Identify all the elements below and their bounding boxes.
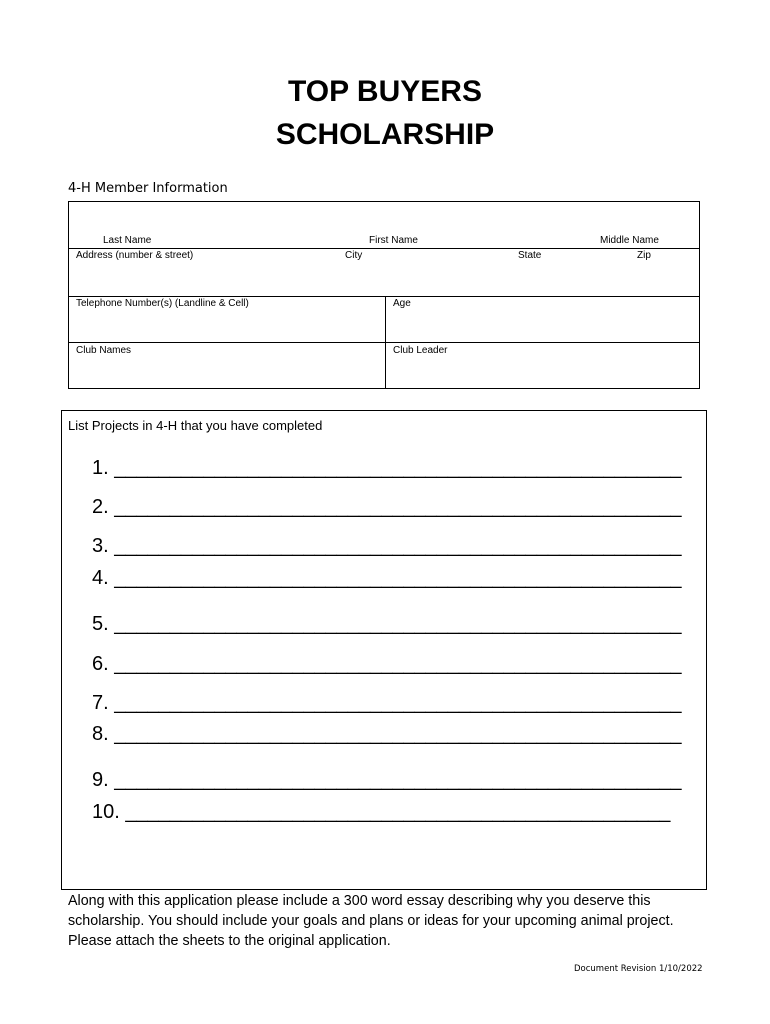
city-label: City bbox=[345, 250, 363, 261]
telephone-label: Telephone Number(s) (Landline & Cell) bbox=[76, 298, 249, 309]
project-line-5[interactable]: 5. ___________________________________________________ bbox=[92, 613, 682, 635]
projects-box bbox=[61, 410, 707, 890]
project-line-2[interactable]: 2. ___________________________________________________ bbox=[92, 496, 682, 518]
title-line-1: TOP BUYERS bbox=[288, 75, 482, 108]
projects-prompt: List Projects in 4-H that you have completed bbox=[68, 418, 323, 433]
age-label: Age bbox=[393, 298, 411, 309]
club-leader-label: Club Leader bbox=[393, 345, 448, 356]
address-divider bbox=[69, 296, 699, 297]
address-label: Address (number & street) bbox=[76, 250, 194, 261]
contact-divider bbox=[69, 342, 699, 343]
project-line-7[interactable]: 7. ___________________________________________________ bbox=[92, 692, 682, 714]
project-line-1[interactable]: 1. ___________________________________________________ bbox=[92, 457, 682, 479]
project-line-10[interactable]: 10. _________________________________________________ bbox=[92, 801, 671, 823]
document-revision: Document Revision 1/10/2022 bbox=[574, 964, 703, 974]
state-label: State bbox=[518, 250, 542, 261]
essay-instructions: Along with this application please include a 300 word essay describing why you deserve this scholarship. You should include your goals and plans or ideas for your upcoming animal project. Please attach the sheets to the original application. bbox=[68, 893, 674, 949]
project-line-4[interactable]: 4. ___________________________________________________ bbox=[92, 567, 682, 589]
member-info-table bbox=[68, 201, 700, 389]
column-divider-2 bbox=[385, 342, 386, 389]
middle-name-label: Middle Name bbox=[600, 235, 659, 246]
title-line-2: SCHOLARSHIP bbox=[275, 118, 495, 151]
zip-label: Zip bbox=[637, 250, 651, 261]
member-info-heading: 4-H Member Information bbox=[68, 181, 228, 196]
project-line-3[interactable]: 3. ___________________________________________________ bbox=[92, 535, 682, 557]
project-line-9[interactable]: 9. ___________________________________________________ bbox=[92, 769, 682, 791]
club-names-label: Club Names bbox=[76, 345, 132, 356]
name-divider bbox=[69, 248, 699, 249]
first-name-label: First Name bbox=[369, 235, 418, 246]
column-divider-1 bbox=[385, 296, 386, 342]
project-line-6[interactable]: 6. ___________________________________________________ bbox=[92, 653, 682, 675]
last-name-label: Last Name bbox=[103, 235, 152, 246]
page-title bbox=[0, 70, 770, 156]
project-line-8[interactable]: 8. ___________________________________________________ bbox=[92, 723, 682, 745]
